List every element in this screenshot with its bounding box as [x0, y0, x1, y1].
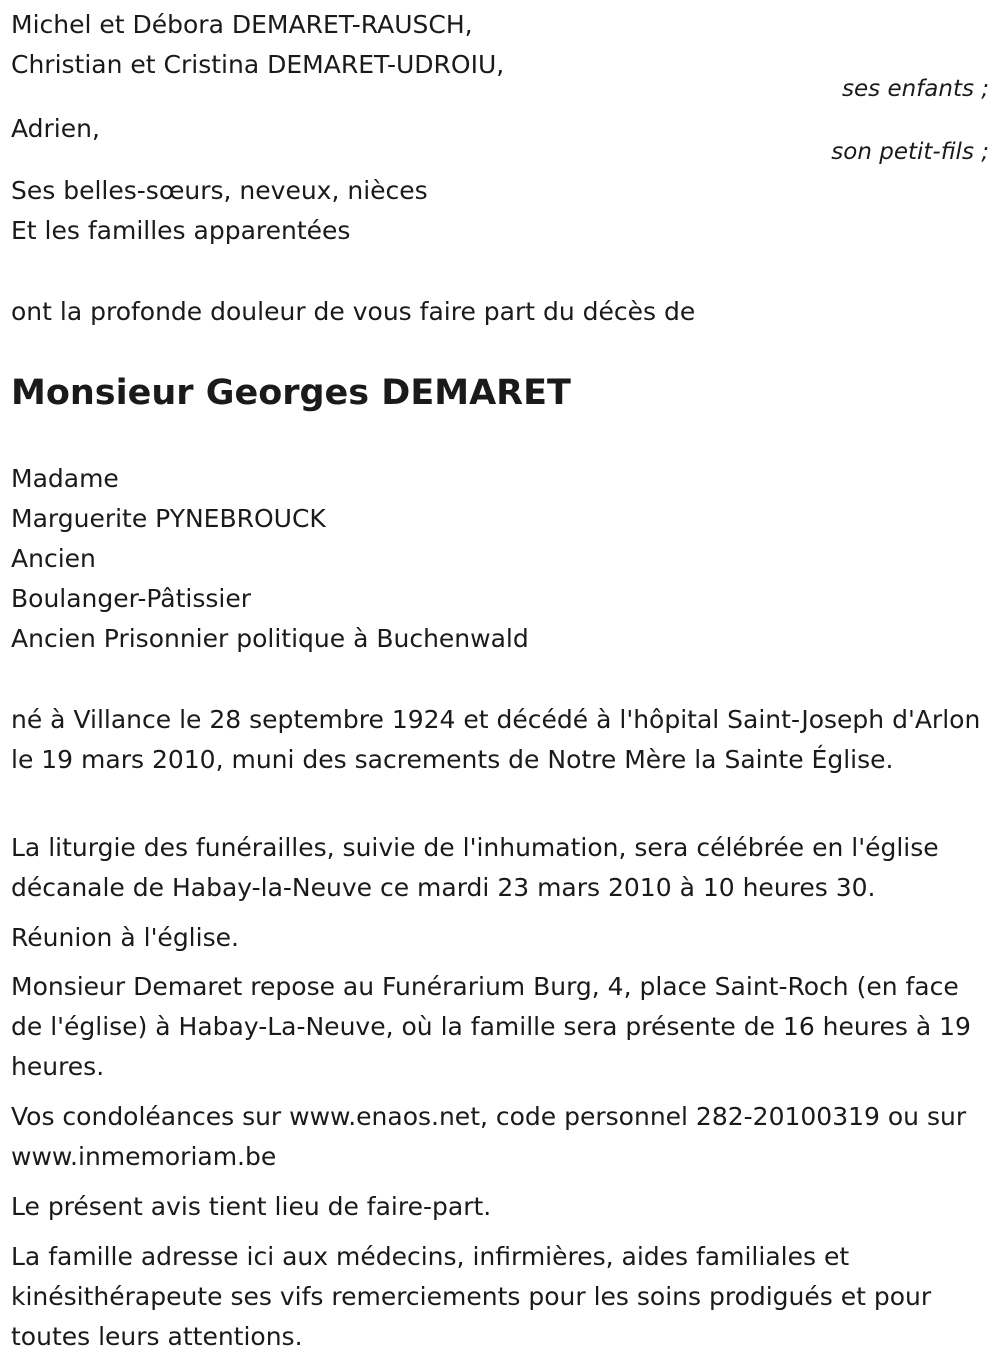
funerarium-paragraph: Monsieur Demaret repose au Funérarium Burg, 4, place Saint-Roch (en face de l'église) à Habay-La-Neuve, où la famille sera présente de 16 heures à 19 heures. [11, 972, 971, 1081]
detail-line-1: Madame [11, 464, 119, 493]
notice-paragraph: Le présent avis tient lieu de faire-part. [11, 1192, 492, 1221]
grandson-role: son petit-fils ; [831, 139, 989, 165]
detail-line-5: Ancien Prisonnier politique à Buchenwald [11, 624, 529, 653]
children-role: ses enfants ; [842, 76, 989, 102]
meeting-paragraph: Réunion à l'église. [11, 923, 239, 952]
obituary-notice [11, 0, 989, 1372]
announcement-text: ont la profonde douleur de vous faire part du décès de [11, 297, 696, 326]
detail-line-2: Marguerite PYNEBROUCK [11, 504, 326, 533]
relatives-line-2: Et les familles apparentées [11, 216, 351, 245]
thanks-paragraph: La famille adresse ici aux médecins, infirmières, aides familiales et kinésithérapeute ses vifs remerciements pour les soins prodigués et pour toutes leurs attentions. [11, 1242, 932, 1351]
detail-line-4: Boulanger-Pâtissier [11, 584, 252, 613]
detail-line-3: Ancien [11, 544, 96, 573]
relatives-line-1: Ses belles-sœurs, neveux, nièces [11, 176, 428, 205]
children-line-2: Christian et Cristina DEMARET-UDROIU, [11, 50, 505, 79]
funeral-paragraph: La liturgie des funérailles, suivie de l'inhumation, sera célébrée en l'église décanale de Habay-la-Neuve ce mardi 23 mars 2010 à 10 heures 30. [11, 833, 939, 902]
grandson-name: Adrien, [11, 114, 100, 143]
deceased-name: Monsieur Georges DEMARET [11, 373, 571, 413]
birth-death-paragraph: né à Villance le 28 septembre 1924 et décédé à l'hôpital Saint-Joseph d'Arlon le 19 mars 2010, muni des sacrements de Notre Mère la Sainte Église. [11, 705, 981, 774]
condolences-paragraph: Vos condoléances sur www.enaos.net, code personnel 282-20100319 ou sur www.inmemoriam.be [11, 1102, 967, 1171]
children-line-1: Michel et Débora DEMARET-RAUSCH, [11, 10, 473, 39]
